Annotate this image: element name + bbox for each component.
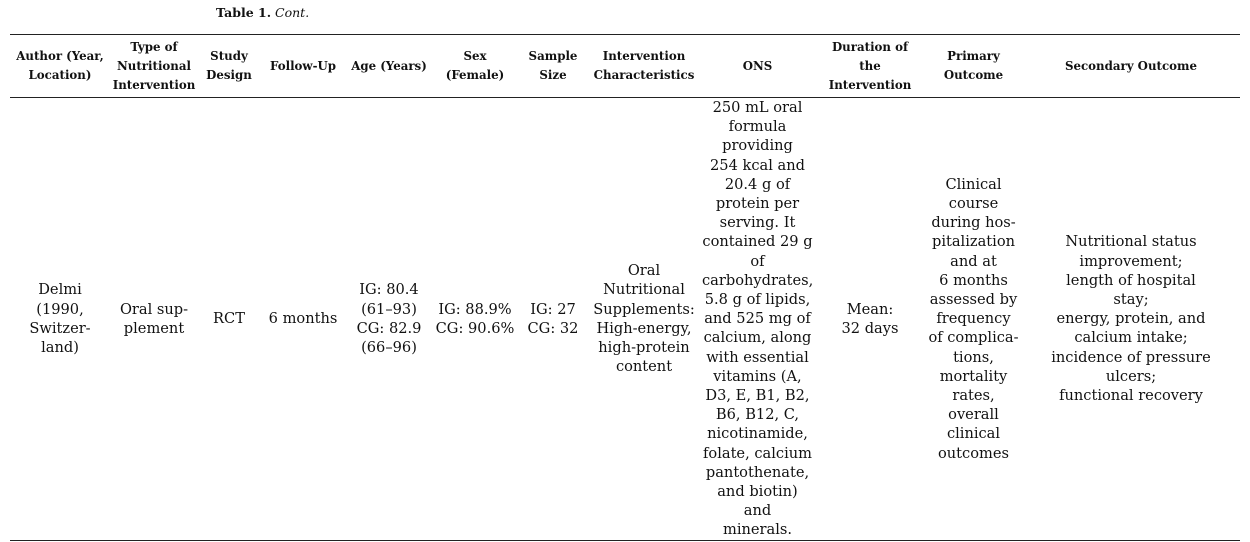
cell-sample-size: IG: 27 CG: 32 (527, 300, 579, 337)
header-primary-outcome: Primary Outcome (943, 49, 1004, 82)
table-caption-text: Cont. (275, 5, 310, 20)
header-row (10, 35, 1240, 98)
header-intervention-characteristics: Intervention Characteristics (593, 49, 695, 82)
table-body (10, 98, 1240, 541)
data-table (10, 34, 1240, 541)
header-sex: Sex (Female) (445, 49, 505, 82)
header-duration: Duration of the Intervention (828, 39, 912, 92)
cell-ons: 250 mL oral formula providing 254 kcal and 20.4 g of protein per serving. It contained 29 g of carbohydrates, 5.8 g of lipids, and 525 mg of calcium, along with essential vitamins (A, D3, E, B1, B2, B6, B12, C, nicotinamide, folate, calcium pantothenate, and biotin) and minerals. (702, 99, 814, 539)
cell-sex: IG: 88.9% CG: 90.6% (435, 300, 515, 337)
table-caption (216, 5, 309, 21)
cell-age: IG: 80.4 (61–93) CG: 82.9 (66–96) (356, 281, 422, 357)
header-sample-size: Sample Size (528, 49, 578, 82)
header-author: Author (Year, Location) (16, 49, 104, 82)
cell-intervention-characteristics: Oral Nutritional Supplements: High-energy, high-protein content (593, 262, 695, 376)
table-header (10, 35, 1240, 98)
header-ons: ONS (742, 58, 773, 73)
header-age: Age (Years) (351, 58, 427, 73)
header-secondary-outcome: Secondary Outcome (1064, 58, 1198, 73)
cell-study-design: RCT (213, 310, 245, 328)
cell-secondary-outcome: Nutritional status improvement; length of hospital stay; energy, protein, and calcium intake; incidence of pressure ulcers; functional recovery (1051, 233, 1211, 405)
cell-duration: Mean: 32 days (841, 300, 899, 337)
table-caption-label: Table 1. (216, 5, 272, 20)
header-follow-up: Follow-Up (269, 58, 337, 73)
cell-author: Delmi (1990, Switzer- land) (29, 281, 91, 357)
header-study-design: Study Design (206, 49, 252, 82)
header-intervention-type: Type of Nutritional Intervention (112, 39, 196, 92)
cell-primary-outcome: Clinical course during hos- pitalization and at 6 months assessed by frequency of complica- tions, mortality rates, overall clinical outcomes (928, 175, 1019, 462)
cell-intervention-type: Oral sup- plement (119, 300, 189, 337)
cell-follow-up: 6 months (268, 310, 338, 328)
table-row (10, 98, 1240, 541)
